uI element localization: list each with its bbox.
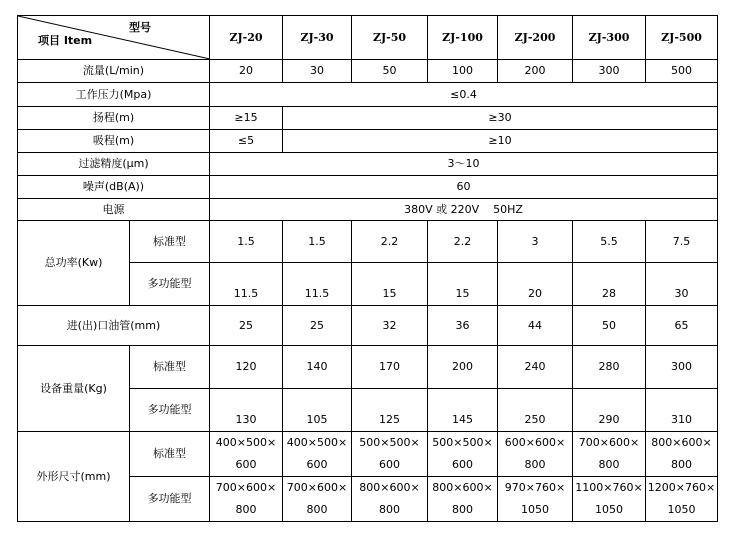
dimension-line: 500×500× xyxy=(359,436,420,449)
dimension-line: 1050 xyxy=(667,503,696,516)
total-power-label: 总功率(Kw) xyxy=(18,221,130,306)
dimension-line: 600×600× xyxy=(504,436,566,449)
dimension-line: 970×760× xyxy=(504,481,566,494)
dimension-line: 700×600× xyxy=(215,481,277,494)
header-corner-cell xyxy=(18,16,210,60)
total-power-multi-value: 15 xyxy=(428,263,498,306)
dimensions-standard-value xyxy=(498,432,573,477)
dimensions-standard-row xyxy=(18,432,718,477)
dimension-line: 600 xyxy=(235,458,257,471)
total-power-standard-value: 7.5 xyxy=(646,221,718,263)
weight-standard-value: 170 xyxy=(352,346,428,389)
dimension-line: 400×500× xyxy=(215,436,277,449)
suction-row xyxy=(18,130,718,153)
dimension-line: 600 xyxy=(452,458,473,471)
head-row xyxy=(18,107,718,130)
flow-value: 500 xyxy=(646,60,718,83)
weight-label: 设备重量(Kg) xyxy=(18,346,130,432)
weight-multi-value: 310 xyxy=(646,389,718,432)
dimensions-multi-value xyxy=(646,477,718,522)
weight-multi-value: 125 xyxy=(352,389,428,432)
spec-table xyxy=(17,15,718,522)
dimension-line: 600 xyxy=(379,458,400,471)
dimensions-standard-value xyxy=(283,432,352,477)
dimensions-standard-value xyxy=(352,432,428,477)
header-row xyxy=(18,16,718,60)
weight-multi-value: 130 xyxy=(210,389,283,432)
total-power-standard-value: 3 xyxy=(498,221,573,263)
head-label: 扬程(m) xyxy=(18,107,210,130)
dimension-line: 1050 xyxy=(595,503,623,516)
weight-standard-value: 240 xyxy=(498,346,573,389)
total-power-standard-value: 5.5 xyxy=(573,221,646,263)
pipe-value: 65 xyxy=(646,306,718,346)
pipe-value: 25 xyxy=(210,306,283,346)
flow-value: 50 xyxy=(352,60,428,83)
total-power-standard-row xyxy=(18,221,718,263)
power-supply-value: 380V 或 220V 50HZ xyxy=(210,199,718,221)
filter-row xyxy=(18,153,718,176)
dimensions-standard-value xyxy=(428,432,498,477)
dimension-line: 700×600× xyxy=(578,436,640,449)
filter-value: 3～10 xyxy=(210,153,718,176)
weight-multi-value: 290 xyxy=(573,389,646,432)
pipe-value: 50 xyxy=(573,306,646,346)
pipe-value: 44 xyxy=(498,306,573,346)
pressure-value: ≤0.4 xyxy=(210,83,718,107)
model-header-label: 型号 xyxy=(129,21,151,34)
power-supply-label: 电源 xyxy=(18,199,210,221)
weight-multi-value: 250 xyxy=(498,389,573,432)
total-power-multi-value: 11.5 xyxy=(210,263,283,306)
total-power-standard-value: 1.5 xyxy=(210,221,283,263)
suction-label: 吸程(m) xyxy=(18,130,210,153)
suction-value-first: ≤5 xyxy=(210,130,283,153)
flow-label: 流量(L/min) xyxy=(18,60,210,83)
standard-type-label: 标准型 xyxy=(130,346,210,389)
pipe-row xyxy=(18,306,718,346)
flow-value: 200 xyxy=(498,60,573,83)
dimensions-standard-value xyxy=(573,432,646,477)
pipe-label: 进(出)口油管(mm) xyxy=(18,306,210,346)
model-header: ZJ-50 xyxy=(352,16,428,60)
head-value-first: ≥15 xyxy=(210,107,283,130)
dimension-line: 1200×760× xyxy=(647,481,716,494)
flow-row xyxy=(18,60,718,83)
model-header: ZJ-30 xyxy=(283,16,352,60)
total-power-standard-value: 1.5 xyxy=(283,221,352,263)
model-header: ZJ-20 xyxy=(210,16,283,60)
dimensions-standard-value xyxy=(210,432,283,477)
total-power-multi-value: 28 xyxy=(573,263,646,306)
suction-value-rest: ≥10 xyxy=(283,130,718,153)
dimension-line: 800 xyxy=(235,503,257,516)
dimension-line: 800 xyxy=(452,503,473,516)
dimensions-standard-value xyxy=(646,432,718,477)
pipe-value: 36 xyxy=(428,306,498,346)
noise-label: 噪声(dB(A)) xyxy=(18,176,210,199)
power-supply-row xyxy=(18,199,718,221)
dimension-line: 800 xyxy=(598,458,620,471)
item-header-label: 项目 Item xyxy=(38,34,93,47)
standard-type-label: 标准型 xyxy=(130,221,210,263)
dimension-line: 800 xyxy=(524,458,546,471)
dimensions-multi-value xyxy=(352,477,428,522)
dimension-line: 800 xyxy=(379,503,400,516)
dimension-line: 500×500× xyxy=(432,436,493,449)
pressure-label: 工作压力(Mpa) xyxy=(18,83,210,107)
weight-standard-value: 120 xyxy=(210,346,283,389)
dimension-line: 700×600× xyxy=(286,481,348,494)
pressure-row xyxy=(18,83,718,107)
flow-value: 100 xyxy=(428,60,498,83)
dimension-line: 800 xyxy=(306,503,328,516)
weight-multi-value: 145 xyxy=(428,389,498,432)
total-power-multi-value: 15 xyxy=(352,263,428,306)
dimension-line: 1050 xyxy=(521,503,549,516)
standard-type-label: 标准型 xyxy=(130,432,210,477)
weight-multi-value: 105 xyxy=(283,389,352,432)
total-power-multi-value: 11.5 xyxy=(283,263,352,306)
total-power-standard-value: 2.2 xyxy=(352,221,428,263)
multi-type-label: 多功能型 xyxy=(130,263,210,306)
head-value-rest: ≥30 xyxy=(283,107,718,130)
pipe-value: 25 xyxy=(283,306,352,346)
weight-standard-value: 140 xyxy=(283,346,352,389)
filter-label: 过滤精度(μm) xyxy=(18,153,210,176)
dimension-line: 800 xyxy=(671,458,692,471)
dimension-line: 800×600× xyxy=(651,436,712,449)
dimensions-multi-value xyxy=(573,477,646,522)
dimension-line: 600 xyxy=(306,458,328,471)
weight-standard-value: 200 xyxy=(428,346,498,389)
model-header: ZJ-500 xyxy=(646,16,718,60)
flow-value: 20 xyxy=(210,60,283,83)
dimension-line: 1100×760× xyxy=(575,481,643,494)
dimensions-label: 外形尺寸(mm) xyxy=(18,432,130,522)
dimensions-multi-value xyxy=(210,477,283,522)
weight-standard-value: 300 xyxy=(646,346,718,389)
dimension-line: 400×500× xyxy=(286,436,348,449)
noise-row xyxy=(18,176,718,199)
total-power-multi-value: 30 xyxy=(646,263,718,306)
weight-standard-row xyxy=(18,346,718,389)
multi-type-label: 多功能型 xyxy=(130,389,210,432)
noise-value: 60 xyxy=(210,176,718,199)
dimension-line: 800×600× xyxy=(359,481,420,494)
multi-type-label: 多功能型 xyxy=(130,477,210,522)
total-power-standard-value: 2.2 xyxy=(428,221,498,263)
model-header: ZJ-300 xyxy=(573,16,646,60)
dimensions-multi-value xyxy=(428,477,498,522)
flow-value: 300 xyxy=(573,60,646,83)
pipe-value: 32 xyxy=(352,306,428,346)
weight-standard-value: 280 xyxy=(573,346,646,389)
dimensions-multi-value xyxy=(498,477,573,522)
dimension-line: 800×600× xyxy=(432,481,493,494)
model-header: ZJ-100 xyxy=(428,16,498,60)
model-header: ZJ-200 xyxy=(498,16,573,60)
dimensions-multi-value xyxy=(283,477,352,522)
flow-value: 30 xyxy=(283,60,352,83)
total-power-multi-value: 20 xyxy=(498,263,573,306)
